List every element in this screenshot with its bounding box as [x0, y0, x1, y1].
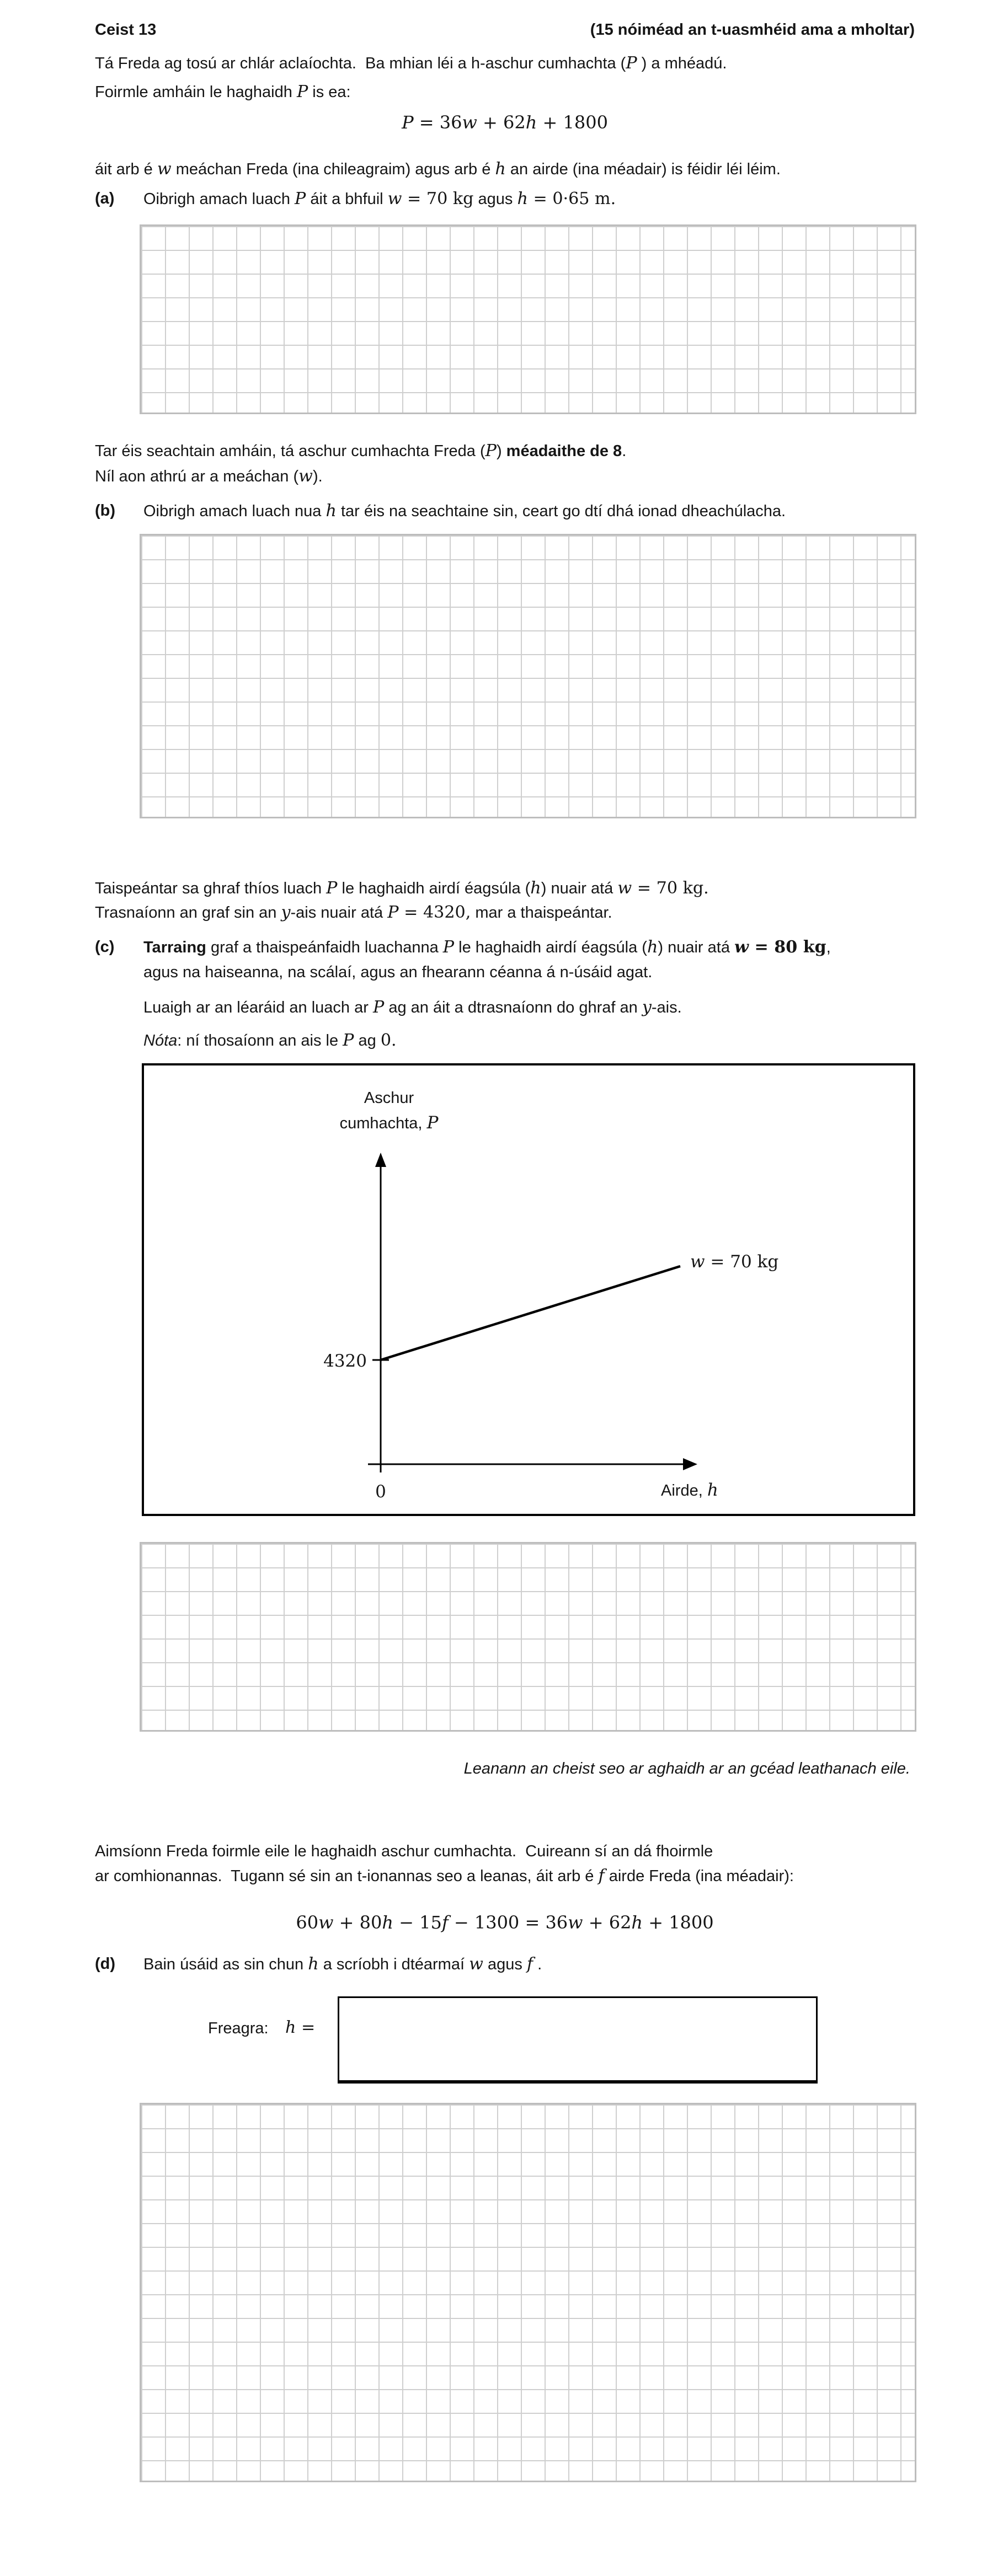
line-label-w70: w = 70 kg: [690, 1252, 779, 1272]
x-axis-title: Airde, h: [661, 1480, 718, 1500]
part-c-line-2: agus na haiseanna, na scálaí, agus an fhearann céanna á n-úsáid agat.: [143, 963, 653, 981]
graph-sketch: [144, 1065, 913, 1514]
part-a-text: Oibrigh amach luach P áit a bhfuil w = 70 kg agus h = 0·65 m.: [143, 189, 616, 208]
origin-label: 0: [375, 1482, 386, 1502]
answer-grid-a: [140, 224, 916, 414]
week-line-1: Tar éis seachtain amháin, tá aschur cumhachta Freda (P) méadaithe de 8.: [95, 441, 627, 460]
answer-box: [338, 1996, 818, 2084]
y-axis-arrow-icon: [375, 1153, 386, 1167]
answer-math-prefix: h =: [285, 2018, 316, 2037]
answer-prompt-label: Freagra:: [208, 2020, 269, 2037]
where-clause: áit arb é w meáchan Freda (ina chileagraim) agus arb é h an airde (ina méadair) is féidir léi léim.: [95, 159, 781, 179]
y-axis-title-line2: cumhachta, P: [339, 1113, 439, 1133]
intro-line-2: Foirmle amháin le haghaidh P is ea:: [95, 82, 351, 101]
answer-grid-b: [140, 534, 916, 818]
part-a-label: (a): [95, 190, 115, 207]
graph-diagram: [142, 1063, 915, 1516]
part-c-label: (c): [95, 938, 115, 956]
continues-note: Leanann an cheist seo ar aghaidh ar an gcéad leathanach eile.: [463, 1760, 910, 1777]
graph-intro-line-2: Trasnaíonn an graf sin an y-ais nuair atá P = 4320, mar a thaispeántar.: [95, 903, 612, 922]
part-b-text: Oibrigh amach luach nua h tar éis na seachtaine sin, ceart go dtí dhá ionad dheachúlacha.: [143, 501, 786, 521]
part-d-label: (d): [95, 1955, 116, 1973]
time-allocation-note: (15 nóiméad an t-uasmhéid ama a mholtar): [590, 21, 915, 39]
x-axis-arrow-icon: [683, 1458, 697, 1470]
week-line-2: Níl aon athrú ar a meáchan (w).: [95, 467, 323, 486]
y-axis-title-line1: Aschur: [364, 1089, 414, 1107]
part-c-note: Nóta: ní thosaíonn an ais le P ag 0.: [143, 1031, 397, 1050]
graph-intro-line-1: Taispeántar sa ghraf thíos luach P le haghaidh airdí éagsúla (h) nuair atá w = 70 kg.: [95, 879, 709, 898]
second-intro-line-1: Aimsíonn Freda foirmle eile le haghaidh aschur cumhachta. Cuireann sí an dá fhoirmle: [95, 1843, 713, 1860]
answer-grid-d: [140, 2103, 916, 2482]
part-b-label: (b): [95, 502, 116, 520]
part-d-text: Bain úsáid as sin chun h a scríobh i dtéarmaí w agus f .: [143, 1954, 542, 1974]
part-c-line-3: Luaigh ar an léaráid an luach ar P ag an áit a dtrasnaíonn do ghraf an y-ais.: [143, 998, 682, 1017]
part-c-line-1: Tarraing graf a thaispeánfaidh luachanna P le haghaidh airdí éagsúla (h) nuair atá w = 80 kg,: [143, 938, 831, 957]
y-intercept-value: 4320: [323, 1351, 367, 1371]
question-number: Ceist 13: [95, 21, 157, 39]
second-intro-line-2: ar comhionannas. Tugann sé sin an t-ionannas seo a leanas, áit arb é f airde Freda (ina méadair):: [95, 1866, 794, 1886]
plotted-line-w70: [381, 1266, 680, 1360]
answer-grid-c: [140, 1542, 916, 1732]
formula-1: P = 36w + 62h + 1800: [402, 112, 608, 133]
intro-line-1: Tá Freda ag tosú ar chlár aclaíochta. Ba mhian léi a h-aschur cumhachta (P ) a mhéadú.: [95, 53, 727, 73]
formula-2: 60w + 80h − 15f − 1300 = 36w + 62h + 1800: [296, 1912, 714, 1933]
